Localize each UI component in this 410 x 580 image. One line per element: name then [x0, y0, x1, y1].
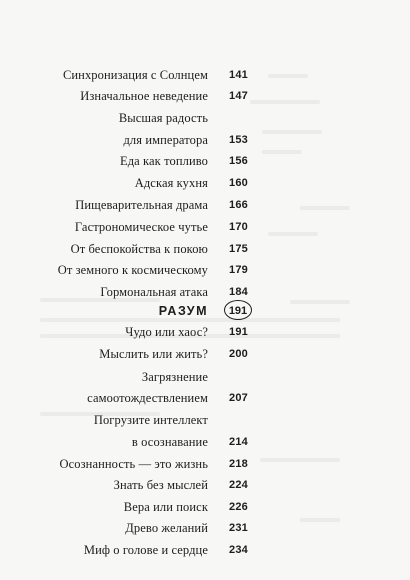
toc-entry[interactable] — [0, 411, 410, 429]
toc-entry-page: 153 — [229, 134, 248, 146]
toc-entry-page: 231 — [229, 522, 248, 534]
toc-entry[interactable] — [0, 218, 410, 236]
toc-entry[interactable] — [0, 541, 410, 559]
toc-entry-title: Синхронизация с Солнцем — [62, 68, 208, 82]
toc-entry[interactable] — [0, 389, 410, 407]
toc-entry-title: Чудо или хаос? — [125, 325, 208, 339]
toc-entry-title: Знать без мыслей — [113, 478, 208, 492]
toc-entry-page: 160 — [229, 177, 248, 189]
toc-entry-page: 191 — [229, 326, 248, 338]
toc-entry[interactable] — [0, 66, 410, 84]
toc-entry-page: 224 — [229, 479, 248, 491]
toc-entry-title: Древо желаний — [125, 521, 208, 535]
toc-entry-title: Гастрономическое чутье — [74, 220, 208, 234]
toc-entry-page: 166 — [229, 199, 248, 211]
toc-entry-page: 200 — [229, 348, 248, 360]
toc-entry-title: Изначальное неведение — [80, 89, 208, 103]
toc-entry-title: Адская кухня — [134, 176, 208, 190]
toc-entry-page: 170 — [229, 221, 248, 233]
toc-entry-page: 179 — [229, 264, 248, 276]
toc-entry[interactable] — [0, 261, 410, 279]
toc-entry-page: 175 — [229, 243, 248, 255]
toc-entry-page: 147 — [229, 90, 248, 102]
toc-entry-page: 218 — [229, 458, 248, 470]
toc-entry-title: Погрузите интеллект — [93, 413, 208, 427]
toc-entry[interactable] — [0, 345, 410, 363]
toc-entry-title: От беспокойства к покою — [70, 242, 208, 256]
toc-entry-title: самоотождествлением — [87, 391, 208, 405]
toc-entry[interactable] — [0, 131, 410, 149]
toc-entry-page: 184 — [229, 286, 248, 298]
toc-entry-title: в осознавание — [131, 435, 208, 449]
section-title: РАЗУМ — [158, 304, 208, 318]
toc-entry-page: 234 — [229, 544, 248, 556]
toc-entry-page: 156 — [229, 155, 248, 167]
toc-entry-page: 207 — [229, 392, 248, 404]
toc-section-heading[interactable] — [0, 302, 410, 320]
toc-entry[interactable] — [0, 87, 410, 105]
toc-entry[interactable] — [0, 433, 410, 451]
toc-entry[interactable] — [0, 368, 410, 386]
toc-entry-title: для императора — [123, 133, 208, 147]
toc-entry[interactable] — [0, 152, 410, 170]
toc-entry-title: Вера или поиск — [123, 500, 208, 514]
toc-entry-title: От земного к космическому — [57, 263, 208, 277]
toc-entry-page: 226 — [229, 501, 248, 513]
toc-entry[interactable] — [0, 174, 410, 192]
toc-entry[interactable] — [0, 498, 410, 516]
section-page-circled: 191 — [224, 300, 252, 320]
toc-entry[interactable] — [0, 323, 410, 341]
toc-entry-title: Мыслить или жить? — [99, 347, 208, 361]
toc-entry-title: Высшая радость — [118, 111, 208, 125]
toc-entry-page: 214 — [229, 436, 248, 448]
toc-entry[interactable] — [0, 519, 410, 537]
toc-entry[interactable] — [0, 196, 410, 214]
toc-entry-title: Загрязнение — [141, 370, 208, 384]
toc-entry[interactable] — [0, 476, 410, 494]
toc-entry[interactable] — [0, 455, 410, 473]
toc-entry-title: Осознанность — это жизнь — [59, 457, 208, 471]
toc-entry-page: 141 — [229, 69, 248, 81]
toc-entry-title: Пищеварительная драма — [75, 198, 208, 212]
toc-entry[interactable] — [0, 109, 410, 127]
toc-entry[interactable] — [0, 283, 410, 301]
toc-entry-title: Гормональная атака — [100, 285, 208, 299]
toc-entry-title: Еда как топливо — [119, 154, 208, 168]
toc-entry[interactable] — [0, 240, 410, 258]
toc-entry-title: Миф о голове и сердце — [83, 543, 208, 557]
